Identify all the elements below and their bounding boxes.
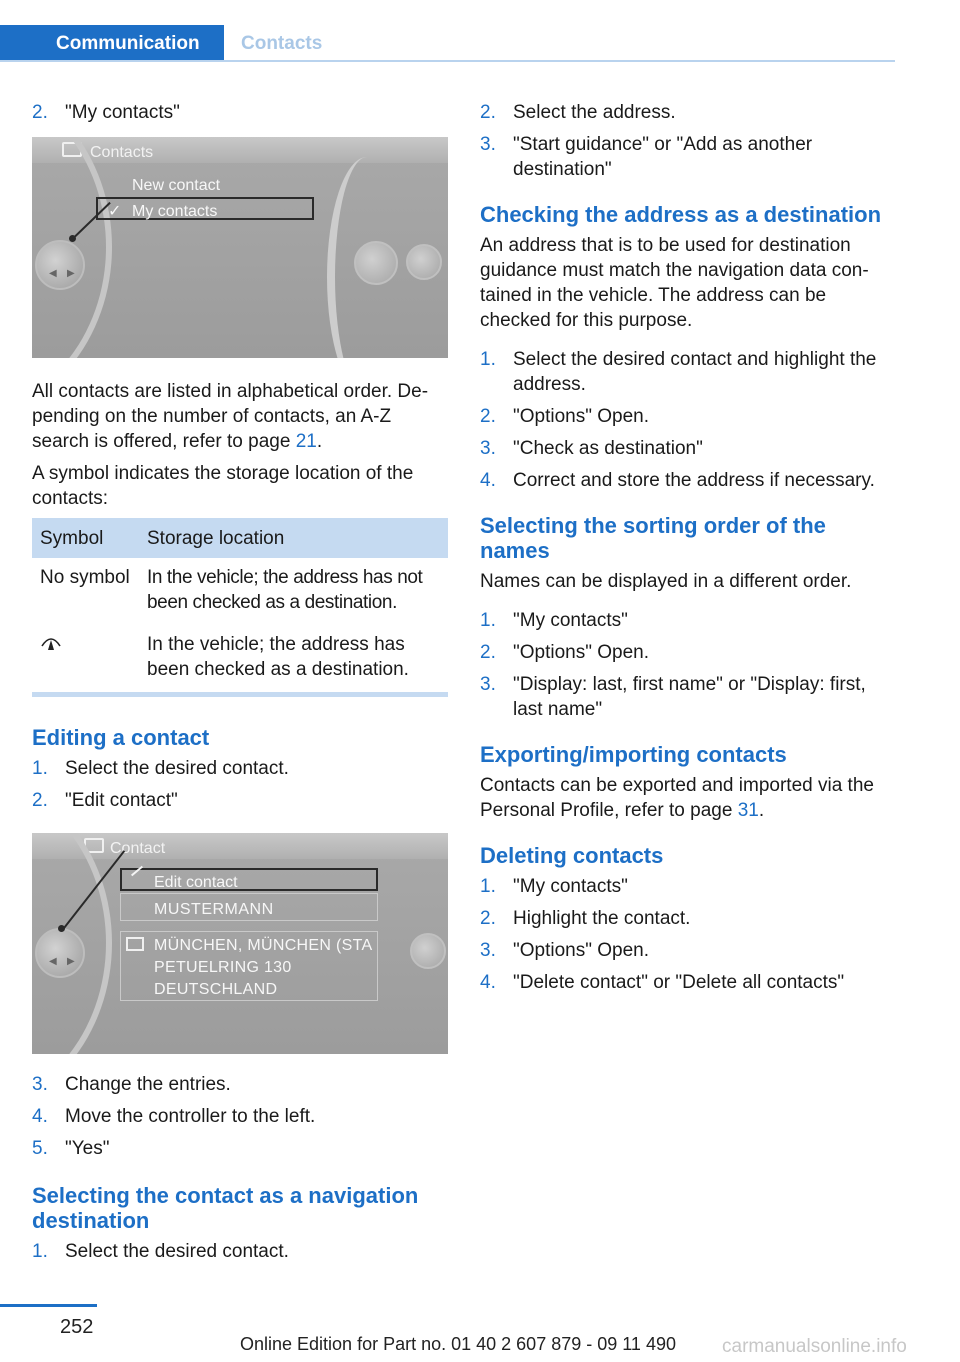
step-number: 3. (32, 1074, 48, 1095)
screen-title: Contact (110, 840, 166, 857)
step-number: 3. (480, 940, 496, 961)
list-item (480, 640, 900, 665)
address-book-icon (126, 937, 144, 951)
list-item (480, 347, 900, 397)
list-item (32, 1239, 448, 1264)
step-number: 4. (480, 972, 496, 993)
page-link-21[interactable]: 21 (295, 431, 317, 452)
step-number: 3. (480, 134, 496, 155)
step-number: 1. (480, 610, 496, 631)
step-number: 1. (32, 1241, 48, 1262)
list-item (32, 1136, 448, 1161)
list-item (480, 436, 900, 461)
menu-knob-icon (406, 244, 442, 280)
paragraph-text: Contacts can be exported and imported via the Personal Profile, refer to page (480, 775, 874, 821)
step-number: 1. (480, 876, 496, 897)
step-number: 2. (32, 102, 48, 123)
step-text: Highlight the contact. (513, 908, 691, 929)
menu-item-edit-contact: Edit contact (154, 874, 238, 891)
list-item (480, 938, 900, 963)
step-number: 2. (480, 102, 496, 123)
footer-divider (0, 1304, 97, 1307)
page-number: 252 (60, 1316, 94, 1338)
contacts-screen-image (32, 137, 448, 358)
step-text: "Yes" (65, 1138, 110, 1159)
table-row (32, 558, 448, 625)
step-number: 5. (32, 1138, 48, 1159)
step-text: Move the controller to the left. (65, 1106, 316, 1127)
step-text: "My contacts" (513, 876, 628, 897)
table-cell: In the vehicle; the address has not been checked as a destination. (147, 567, 423, 613)
tab-communication[interactable]: Communication (0, 25, 224, 62)
step-text: Select the desired contact and highlight the address. (513, 349, 877, 395)
step-number: 2. (480, 406, 496, 427)
paragraph-text: . (316, 431, 323, 452)
step-number: 4. (32, 1106, 48, 1127)
step-text: Correct and store the address if necessary. (513, 470, 875, 491)
check-icon: ✓ (108, 203, 122, 220)
list-item (480, 404, 900, 429)
list-item (480, 468, 900, 493)
list-item (480, 970, 900, 995)
step-text: "My contacts" (513, 610, 628, 631)
step-number: 3. (480, 674, 496, 695)
add-knob-icon (410, 933, 446, 969)
address-line-1: MÜNCHEN, MÜNCHEN (STA (154, 937, 373, 954)
table-row (32, 625, 448, 692)
paragraph (32, 379, 448, 454)
list-item (480, 100, 900, 125)
step-text: "Edit contact" (65, 790, 178, 811)
list-item (32, 100, 448, 125)
table-cell: In the vehicle; the address has been checked as a destination. (147, 634, 409, 680)
step-text: "Delete contact" or "Delete all contacts" (513, 972, 845, 993)
list-item (480, 672, 900, 722)
step-text: Change the entries. (65, 1074, 231, 1095)
step-text: "Options" Open. (513, 406, 650, 427)
list-item (480, 132, 900, 182)
list-item (32, 756, 448, 781)
list-item (32, 1104, 448, 1129)
screen-title: Contacts (90, 144, 154, 161)
watermark: carmanualsonline.info (722, 1336, 907, 1357)
paragraph: A symbol indicates the storage location of the contacts: (32, 463, 414, 509)
edition-text: Online Edition for Part no. 01 40 2 607 879 - 09 11 490 (240, 1334, 676, 1354)
list-item (480, 906, 900, 931)
leader-dot (58, 925, 65, 932)
list-item (480, 608, 900, 633)
contact-name: MUSTERMANN (154, 901, 274, 918)
step-number: 2. (480, 908, 496, 929)
step-text: "Check as destination" (513, 438, 703, 459)
paragraph: An address that is to be used for destination guidance must match the navigation data con-tained in the vehicle. The address can be checked for this purpose. (480, 235, 869, 331)
page-link-31[interactable]: 31 (737, 800, 759, 821)
step-text: Select the desired contact. (65, 1241, 289, 1262)
section-heading: Checking the address as a destination (480, 202, 882, 227)
step-number: 1. (480, 349, 496, 370)
address-line-3: DEUTSCHLAND (154, 981, 278, 998)
header-divider (0, 60, 895, 62)
table-cell: No symbol (40, 567, 130, 588)
notes-knob-icon (354, 241, 398, 285)
step-number: 2. (32, 790, 48, 811)
step-number: 4. (480, 470, 496, 491)
right-column (480, 100, 900, 1002)
menu-item-my-contacts: My contacts (132, 203, 218, 220)
step-text: Select the address. (513, 102, 676, 123)
section-heading: Selecting the sorting order of the names (480, 513, 826, 563)
list-item (480, 874, 900, 899)
step-text: "Options" Open. (513, 940, 650, 961)
table-header-storage: Storage location (147, 527, 285, 549)
controller-knob-icon: ◀ ▶ (35, 928, 85, 978)
paragraph: Names can be displayed in a different order. (480, 571, 852, 592)
step-number: 3. (480, 438, 496, 459)
tab-contacts[interactable]: Contacts (241, 33, 323, 54)
edit-contact-screen-image (32, 833, 448, 1054)
step-number: 1. (32, 758, 48, 779)
section-heading: Exporting/importing contacts (480, 742, 787, 767)
leader-dot (69, 235, 76, 242)
navigation-checked-icon (40, 634, 62, 652)
paragraph-text: . (758, 800, 765, 821)
left-column (32, 100, 448, 1271)
list-item (32, 1072, 448, 1097)
step-text: "My contacts" (65, 102, 180, 123)
symbol-table (32, 518, 448, 697)
menu-item-new-contact: New contact (132, 177, 221, 194)
step-number: 2. (480, 642, 496, 663)
table-header (32, 518, 448, 558)
step-text: "Start guidance" or "Add as another destination" (513, 134, 813, 180)
section-heading: Deleting contacts (480, 843, 664, 868)
section-heading: Selecting the contact as a navigation destination (32, 1183, 419, 1233)
step-text: "Options" Open. (513, 642, 650, 663)
page-header (0, 0, 895, 62)
list-item (32, 788, 448, 813)
paragraph-text: All contacts are listed in alphabetical order. De-pending on the number of contacts, an A-Z search is offered, refer to page (32, 381, 429, 452)
paragraph (480, 773, 900, 823)
address-line-2: PETUELRING 130 (154, 959, 292, 976)
section-heading: Editing a contact (32, 725, 210, 750)
controller-knob-icon: ◀ ▶ (35, 240, 85, 290)
step-text: Select the desired contact. (65, 758, 289, 779)
step-text: "Display: last, first name" or "Display: first, last name" (513, 674, 866, 720)
table-cell (32, 632, 147, 682)
table-header-symbol: Symbol (40, 527, 104, 549)
